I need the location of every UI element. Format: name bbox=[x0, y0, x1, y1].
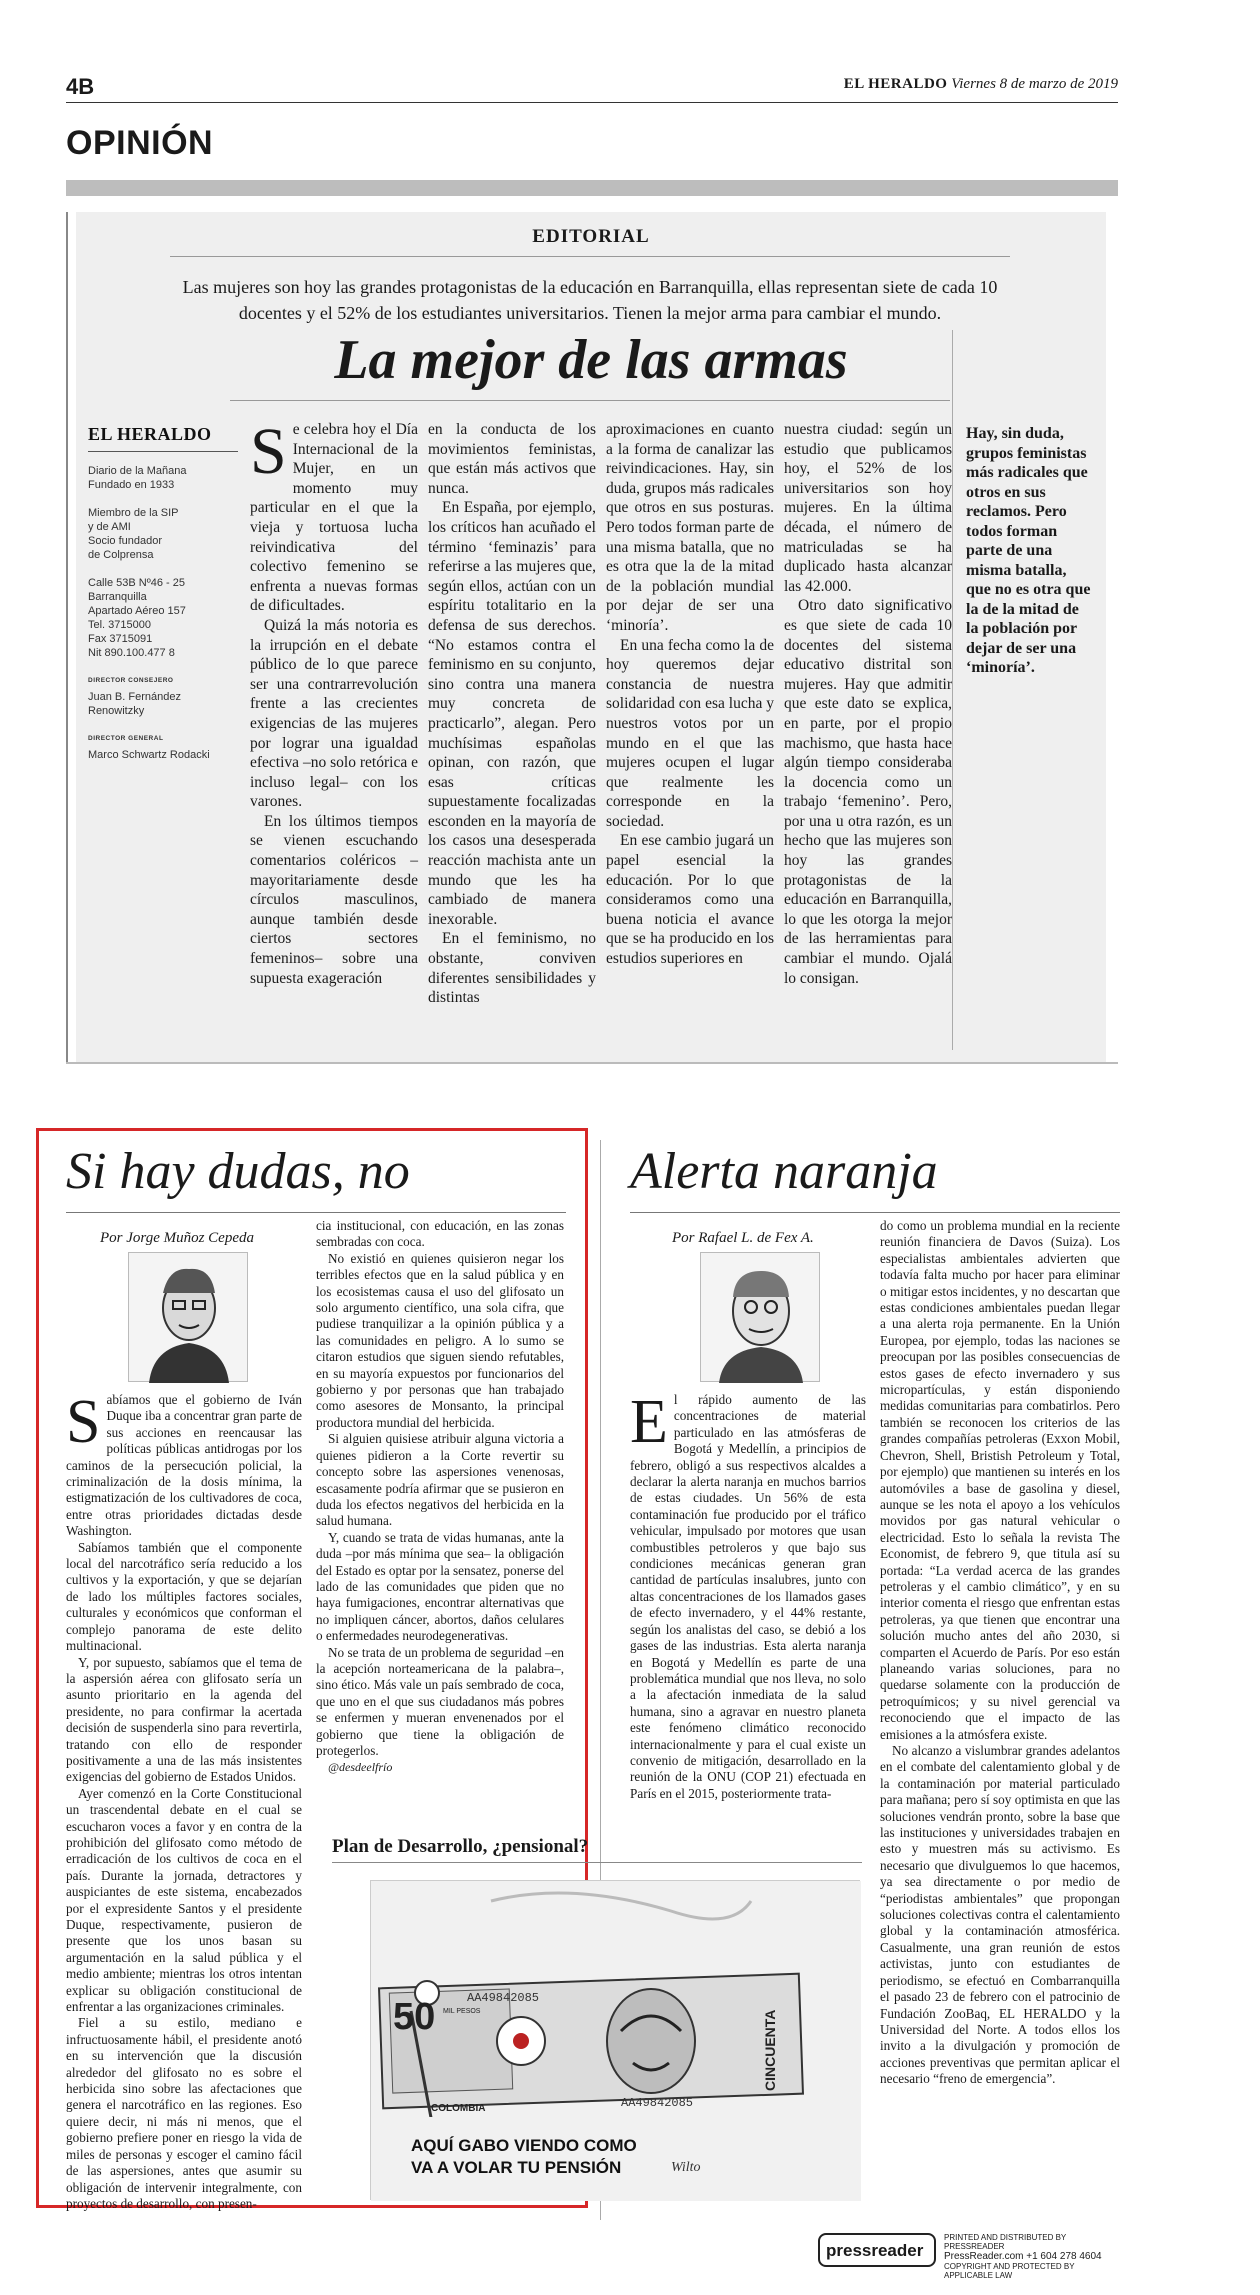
brand-membership bbox=[88, 506, 238, 562]
bill-serial: AA49842085 bbox=[467, 1991, 540, 2005]
brand-info bbox=[88, 464, 238, 492]
paragraph: No existió en quienes quisieron negar los terribles efectos que en la salud pública y en los ecosistemas causa el uso del glifosato un solo argumento científico, una sola cifra, que pudiese tranquilizar a la opinión pública y a las comunidades en peligro. A lo sumo se citaron estudios que siguen siendo refutables, en su mayoría expuestos por funcionarios del gobierno y por personas que han trabajado como asesores de Monsanto, la principal productora mundial del herbicida. bbox=[316, 1250, 564, 1430]
title-rule bbox=[332, 1862, 862, 1863]
brand-line: Diario de la Mañana bbox=[88, 465, 187, 477]
director-name bbox=[88, 690, 238, 718]
article-2-byline: Por Rafael L. de Fex A. bbox=[672, 1230, 814, 1246]
cartoon-illustration bbox=[370, 1880, 860, 2200]
address-line: Apartado Aéreo 157 bbox=[88, 605, 186, 617]
address-line: Barranquilla bbox=[88, 591, 147, 603]
article-2-column-2 bbox=[880, 1218, 1120, 2088]
bill-country: COLOMBIA bbox=[431, 2103, 486, 2114]
paragraph-text: e celebra hoy el Día Internacional de la Mujer, en un momento muy particular en el que la vieja y tortuosa lucha reivindicativa del colectivo femenino se enfrenta a nuevas formas de dificultades. bbox=[250, 421, 418, 615]
paragraph: en la conducta de los movimientos feministas, que están más activos que nunca. bbox=[428, 421, 596, 497]
brand-line: de Colprensa bbox=[88, 549, 154, 561]
paragraph-text: abíamos que el gobierno de Iván Duque iba a concentrar gran parte de sus acciones en reencausar las políticas públicas antidrogas por los caminos de la persecución policial, la criminalización de la dosis mínima, la estigmatización de los cultivadores de coca, entre otras prioridades dictadas desde Washington. bbox=[66, 1392, 302, 1539]
cartoon-caption-line: VA A VOLAR TU PENSIÓN bbox=[411, 2158, 622, 2177]
paragraph bbox=[250, 415, 418, 616]
paragraph: En España, por ejemplo, los críticos han acuñado el término ‘feminazis’ para referirse a las mujeres que, según ellos, actúan con un espíritu totalitario en la defensa de sus derechos. “No estamos contra el feminismo en su conjunto, sino contra una manera muy concreta de practicarlo”, alegan. Pero muchísimas españolas opinan, con razón, que esas críticas supuestamente focalizadas esconden en la mayoría de los casos una desesperada reacción machista ante un mundo que les ha cambiado de manera inexorable. bbox=[428, 499, 596, 928]
cartoon-caption-line: AQUÍ GABO VIENDO COMO bbox=[411, 2136, 637, 2155]
cartoon-title: Plan de Desarrollo, ¿pensional? bbox=[332, 1836, 589, 1857]
column-divider bbox=[952, 330, 953, 1050]
masthead bbox=[844, 76, 1118, 93]
author-handle: @desdeelfrío bbox=[328, 1760, 393, 1775]
paragraph: Y, por supuesto, sabíamos que el tema de la aspersión aérea con glifosato sería un asunto prioritario en la agenda del presidente, no para confirmar la acertada decisión de suspenderla sino para revertirla, tratando con ello de responder positivamente a una de las más insistentes exigencias del gobierno de Estados Unidos. bbox=[66, 1654, 302, 1785]
dropcap: E bbox=[630, 1388, 668, 1456]
address-line: Fax 3715091 bbox=[88, 633, 153, 645]
paragraph: Ayer comenzó en la Corte Constitucional un trascendental debate en el cual se escucharon voces a favor y en contra de la prohibición del glifosato como método de erradicación de los cultivos de coca en el país. Durante la jornada, detractores y auspiciantes de este sistema, encabezados por el expresidente Santos y el presidente Duque, respectivamente, pusieron de presente que los unos basan su argumentación en la salud pública y el medio ambiente; mientras los otros intentan explicar su obligación constitucional de enfrentar a las organizaciones criminales. bbox=[66, 1785, 302, 2015]
portrait-sketch-icon bbox=[129, 1253, 249, 1383]
article-1-title: Si hay dudas, no bbox=[66, 1143, 410, 1200]
paragraph: aproximaciones en cuanto a la forma de canalizar las reivindicaciones. Hay, sin duda, grupos más radicales que otros en sus posturas. Pero todos forman parte de una misma batalla, que no es otra que la de la mitad de la población mundial por dejar de ser una ‘minoría’. bbox=[606, 421, 774, 634]
article-1-byline: Por Jorge Muñoz Cepeda bbox=[100, 1230, 254, 1246]
brand-address bbox=[88, 576, 238, 660]
editorial-column-1 bbox=[250, 415, 418, 988]
brand-block bbox=[88, 424, 238, 776]
paragraph: En una fecha como la de hoy queremos dejar constancia de nuestra solidaridad con esa lucha y nuestros votos por un mundo en el que las mujeres ocupen el lugar que realmente les corresponde en la sociedad. bbox=[606, 636, 774, 830]
author-portrait bbox=[700, 1252, 820, 1382]
brand-line: Miembro de la SIP bbox=[88, 507, 179, 519]
paragraph: Sabíamos también que el componente local del narcotráfico sería reducido a los cultivos y la exportación, y que se dejarían de lado los múltiples factores sociales, culturales y económicos que conforman el complejo panorama de este delito multinacional. bbox=[66, 1539, 302, 1654]
pressreader-logo: pressreader bbox=[826, 2241, 924, 2260]
title-rule bbox=[66, 1212, 566, 1213]
author-portrait bbox=[128, 1252, 248, 1382]
article-1-column-1 bbox=[66, 1388, 302, 2212]
paragraph: En ese cambio jugará un papel esencial la educación. Por lo que consideramos como una buena noticia el avance que se ha producido en los estudios superiores en bbox=[606, 832, 774, 968]
editorial-dek: Las mujeres son hoy las grandes protagonistas de la educación en Barranquilla, ellas representan siete de cada 10 docentes y el 52% de los estudiantes universitarios. Tienen la mejor arma para cambiar el mundo. bbox=[182, 277, 998, 323]
issue-date: Viernes 8 de marzo de 2019 bbox=[951, 76, 1118, 92]
bill-unit: MIL PESOS bbox=[443, 2008, 481, 2015]
paragraph: Otro dato significativo es que siete de cada 10 docentes del sistema educativo distrital son mujeres. Hay que admitir que este dato se explica, en parte, por el propio machismo, que hasta hace algún tiempo consideraba la docencia como un trabajo ‘femenino’. Pero, por una u otra razón, es un hecho que las mujeres son hoy las grandes protagonistas de la educación en Barranquilla, lo que les otorga la mejor de las herramientas para cambiar el mundo. Ojalá lo consigan. bbox=[784, 597, 952, 987]
brand-line: Fundado en 1933 bbox=[88, 479, 175, 491]
director-name-line: Renowitzky bbox=[88, 705, 145, 717]
dropcap: S bbox=[66, 1388, 101, 1456]
paragraph bbox=[630, 1388, 866, 1802]
director-name-line: Juan B. Fernández bbox=[88, 691, 181, 703]
paragraph: Fiel a su estilo, mediano e infructuosamente hábil, el presidente anotó en su intervención que la discusión alrededor del glifosato no es sobre el herbicida sino sobre las afectaciones que genera el narcotráfico en las regiones. Eso quiere decir, ni más ni menos, que el gobierno prefiere poner en riesgo la vida de miles de personas y escoger el camino fácil de las aspersiones, antes que asumir su obligación de intervenir integralmente, con proyectos de desarrollo, con presen- bbox=[66, 2015, 302, 2211]
bill-value: 50 bbox=[393, 1996, 436, 2038]
section-divider bbox=[66, 1062, 1118, 1064]
address-line: Nit 890.100.477 8 bbox=[88, 647, 175, 659]
paragraph-text: l rápido aumento de las concentraciones de material particulado en las atmósferas de Bogotá y Medellín, a principios de febrero, obligó a sus respectivos alcaldes a declarar la alerta naranja en muchos barrios de estas ciudades. Un 56% de esta contaminación fue producido por el tráfico vehicular, impulsado por motores que usan combustibles petroleros y que bajo sus condiciones mecánicas generan gran cantidad de partículas insalubres, junto con altas concentraciones de los llamados gases de efecto invernadero, y el 44% restante, según los analistas del caso, se debió a los gases de las industrias. Esta alerta naranja en Bogotá y Medellín es parte de una problemática mundial que nos lleva, no solo a la afectación inmediata de la salud humana, sino a agravar en nuestro planeta este fenómeno climático reconocido internacionalmente y para el cual existe un convenio de mitigación, desarrollado en la reunión de la ONU (COP 21) efectuada en París en el 2015, posteriormente trata- bbox=[630, 1392, 866, 1801]
director-name: Marco Schwartz Rodacki bbox=[88, 749, 210, 761]
paragraph: No se trata de un problema de seguridad –en la acepción norteamericana de la palabra–, sino ético. Más vale un país sembrado de coca, que uno en el que sus ciudadanos más pobres se enfermen y mueran envenenados por el gobierno que tiene la obligación de protegerlos. bbox=[316, 1644, 564, 1758]
cartoonist-signature: Wilto bbox=[671, 2160, 701, 2175]
bill-word: CINCUENTA bbox=[762, 2009, 778, 2091]
paragraph: Si alguien quisiese atribuir alguna victoria a quienes pidieron a la Corte revertir su concepto sobre las aspersiones venenosas, escasamente podría afirmar que se pusieron en duda los efectos negativos del herbicida en la salud humana. bbox=[316, 1431, 564, 1529]
editorial-kicker: EDITORIAL bbox=[532, 226, 650, 247]
banknote-cartoon-icon bbox=[371, 1881, 861, 2201]
editorial-title: La mejor de las armas bbox=[334, 329, 848, 391]
title-rule bbox=[230, 400, 950, 401]
notice-line: PressReader.com +1 604 278 4604 bbox=[944, 2251, 1102, 2262]
portrait-sketch-icon bbox=[701, 1253, 821, 1383]
pressreader-notice bbox=[944, 2233, 1120, 2280]
paragraph: No alcanzo a vislumbrar grandes adelantos en el combate del calentamiento global y de la contaminación por material particulado para mañana; pero sí soy optimista en que las soluciones vendrán pronto, sobre la base que las instituciones y universidades trabajen en esto y muestren más su activismo. Es necesario que divulguemos lo que hacemos, ya sea directamente o por medio de “periodistas ambientales” que propongan soluciones colectivas contra el calentamiento global y la contaminación atmosférica. Casualmente, una gran reunión de estos activistas, junto con estudiantes de periodismo, se efectuó en Combarranquilla el pasado 23 de febrero con el patrocinio de Fundación ZooBaq, EL HERALDO y la Universidad del Norte. A todos ellos los invito a la divulgación y promoción de acciones preventivas que permitan aplicar el necesario “freno de emergencia”. bbox=[880, 1743, 1120, 2087]
paragraph: En los últimos tiempos se vienen escuchando comentarios coléricos –mayoritariamente desde círculos masculinos, aunque también desde ciertos sectores femeninos– sobre una supuesta exageración bbox=[250, 812, 418, 987]
paragraph: do como un problema mundial en la reciente reunión financiera de Davos (Suiza). Los especialistas ambientales advierten que todavía falta mucho por hacer para eliminar o mitigar estos incidentes, y no descartan que estas condiciones ambientales puedan llegar a una alerta roja permanente. En la Unión Europea, por ejemplo, todas las naciones se preocupan por las posibles consecuencias de estos gases de efecto invernadero y sus micropartículas, y están disponiendo medidas comunitarias para combatirlos. Pero también se reconocen los criterios de las grandes compañías petroleras (Exxon Mobil, Chevron, Shell, Bristish Petroleum y Total, por ejemplo) que mantienen su interés en los automóviles a base de gasolina y diesel, aunque se les nota el apoyo a los vehículos movidos por gas natural vehicular o electricidad. Esto lo señala la revista The Economist, de febrero 9, que titula así su portada: “La verdad acerca de las grandes petroleras y el cambio climático”, y en su interior comenta el riesgo que enfrentan estas petroleras, ya que tienen que encontrar una solución mucho antes del año 2030, si comparten el Acuerdo de París. Por eso están planeando varias soluciones, para no quedarse solamente con la producción de petroquímicos; y su nivel gerencial va reconociendo que el impacto de las emisiones a la atmósfera existe. bbox=[880, 1218, 1120, 1742]
director-role: DIRECTOR CONSEJERO bbox=[88, 677, 174, 684]
article-1-column-2 bbox=[316, 1218, 564, 1776]
kicker-rule bbox=[170, 256, 1010, 257]
article-2-column-1 bbox=[630, 1388, 866, 1802]
editorial-column-2 bbox=[428, 420, 596, 1008]
brand-line: Socio fundador bbox=[88, 535, 162, 547]
paragraph: Y, cuando se trata de vidas humanas, ante la duda –por más mínima que sea– la obligación del Estado es optar por la sensatez, ponerse del lado de las comunidades que piden que no haya fumigaciones, encontrar alternativas que no impliquen cáncer, abortos, daños celulares o enfermedades neurodegenerativas. bbox=[316, 1529, 564, 1644]
section-bar bbox=[66, 180, 1118, 196]
pull-quote: Hay, sin duda, grupos feministas más radicales que otros en sus reclamos. Pero todos forman parte de una misma batalla, que no es otra que la de la mitad de la población por dejar de ser una ‘minoría’. bbox=[966, 425, 1091, 676]
bill-serial: AA49842085 bbox=[621, 2096, 694, 2110]
address-line: Calle 53B Nº46 - 25 bbox=[88, 577, 185, 589]
brand-line: y de AMI bbox=[88, 521, 131, 533]
paragraph: En el feminismo, no obstante, conviven diferentes sensibilidades y distintas bbox=[428, 930, 596, 1007]
editorial-border bbox=[66, 212, 68, 1062]
address-line: Tel. 3715000 bbox=[88, 619, 151, 631]
brand-name: EL HERALDO bbox=[88, 424, 238, 452]
paragraph bbox=[66, 1388, 302, 1540]
dropcap: S bbox=[250, 415, 287, 488]
editorial-column-4 bbox=[784, 420, 952, 988]
paragraph: cia institucional, con educación, en las zonas sembradas con coca. bbox=[316, 1218, 564, 1250]
notice-line: PRINTED AND DISTRIBUTED BY PRESSREADER bbox=[944, 2233, 1067, 2251]
paper-name: EL HERALDO bbox=[843, 76, 948, 92]
page-number: 4B bbox=[66, 74, 95, 99]
director-role: DIRECTOR GENERAL bbox=[88, 735, 164, 742]
paragraph: Quizá la más notoria es la irrupción en el debate público de lo que parece ser una contrarrevolución frente a las crecientes exigencias de las mujeres por lograr una igualdad efectiva –no solo retórica e incluso legal– con los varones. bbox=[250, 616, 418, 811]
header-rule bbox=[66, 102, 1118, 103]
title-rule bbox=[630, 1212, 1120, 1213]
editorial-column-3 bbox=[606, 420, 774, 969]
paragraph: nuestra ciudad: según un estudio que publicamos hoy, el 52% de los universitarios son hoy mujeres. En la última década, el número de matriculadas se ha duplicado hasta alcanzar las 42.000. bbox=[784, 421, 952, 595]
section-title: OPINIÓN bbox=[66, 124, 214, 162]
notice-line: COPYRIGHT AND PROTECTED BY APPLICABLE LAW bbox=[944, 2262, 1075, 2280]
article-2-title: Alerta naranja bbox=[630, 1143, 938, 1200]
